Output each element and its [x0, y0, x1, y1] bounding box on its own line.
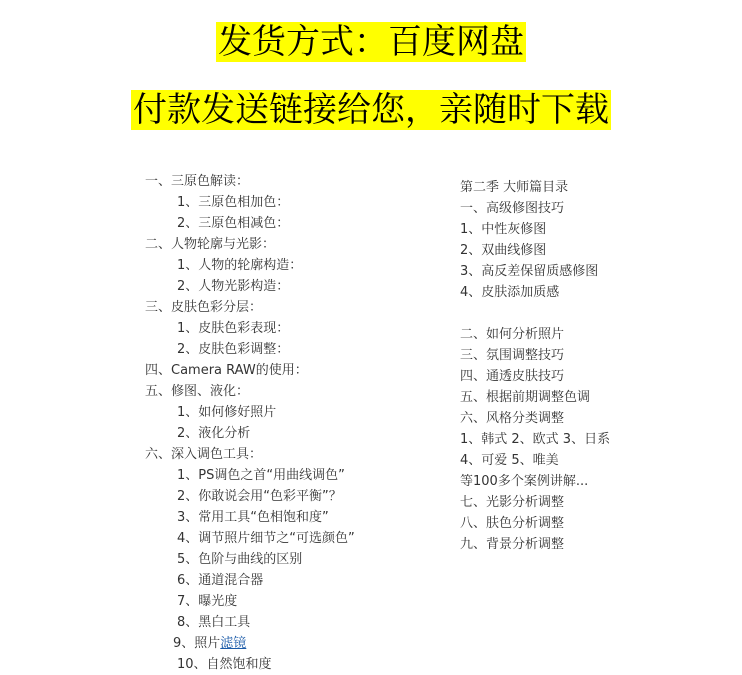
- outline-note: 等100多个案例讲解...: [460, 474, 589, 489]
- outline-item: 2、人物光影构造：: [177, 279, 290, 294]
- outline-item-text: 9、照片: [173, 636, 221, 651]
- outline-section: 八、肤色分析调整: [460, 516, 565, 531]
- outline-item: 1、三原色相加色：: [177, 195, 290, 210]
- season-two-title: 第二季 大师篇目录: [460, 180, 569, 195]
- outline-section: 三、皮肤色彩分层：: [145, 300, 263, 315]
- outline-section: 二、人物轮廓与光影：: [145, 237, 276, 252]
- outline-section: 三、氛围调整技巧: [460, 348, 565, 363]
- delivery-method-text: 发货方式：百度网盘: [218, 22, 524, 62]
- outline-section: 一、三原色解读：: [145, 174, 250, 189]
- filter-link[interactable]: 滤镜: [220, 636, 247, 651]
- outline-item: 2、液化分析: [177, 426, 251, 441]
- outline-item: 3、高反差保留质感修图: [460, 264, 599, 279]
- outline-section: 二、如何分析照片: [460, 327, 565, 342]
- outline-item: 1、韩式 2、欧式 3、日系: [460, 432, 611, 447]
- payment-notice-banner: [0, 88, 742, 132]
- payment-notice-text: 付款发送链接给您，亲随时下载: [133, 90, 609, 130]
- outline-item: 2、你敢说会用“色彩平衡”？: [177, 489, 342, 504]
- outline-section: 四、通透皮肤技巧: [460, 369, 565, 384]
- outline-section: 七、光影分析调整: [460, 495, 565, 510]
- outline-item: 2、皮肤色彩调整：: [177, 342, 290, 357]
- outline-item: 10、自然饱和度: [177, 657, 272, 672]
- outline-section: 六、风格分类调整: [460, 411, 565, 426]
- outline-item: 1、皮肤色彩表现：: [177, 321, 290, 336]
- outline-item: 5、色阶与曲线的区别: [177, 552, 303, 567]
- outline-section: 四、Camera RAW的使用：: [145, 363, 308, 378]
- outline-section: 六、深入调色工具：: [145, 447, 263, 462]
- outline-section: 九、背景分析调整: [460, 537, 565, 552]
- outline-item: 8、黑白工具: [177, 615, 251, 630]
- season-one-outline: [145, 171, 355, 675]
- outline-item: 1、PS调色之首“用曲线调色”: [177, 468, 345, 483]
- outline-section: 五、修图、液化：: [145, 384, 250, 399]
- outline-item: 1、如何修好照片: [177, 405, 277, 420]
- outline-item: [145, 633, 355, 654]
- outline-item: 3、常用工具“色相饱和度”: [177, 510, 329, 525]
- outline-item: 4、皮肤添加质感: [460, 285, 560, 300]
- outline-item: 1、中性灰修图: [460, 222, 547, 237]
- outline-item: 4、调节照片细节之“可选颜色”: [177, 531, 355, 546]
- season-two-outline: [460, 177, 610, 555]
- outline-item: 6、通道混合器: [177, 573, 264, 588]
- outline-section: 一、高级修图技巧: [460, 201, 565, 216]
- outline-item: 4、可爱 5、唯美: [460, 453, 559, 468]
- outline-section: 五、根据前期调整色调: [460, 390, 591, 405]
- outline-item: 1、人物的轮廓构造：: [177, 258, 303, 273]
- outline-item: 7、曝光度: [177, 594, 238, 609]
- outline-item: 2、三原色相减色：: [177, 216, 290, 231]
- delivery-method-banner: [0, 20, 742, 64]
- outline-item: 2、双曲线修图: [460, 243, 547, 258]
